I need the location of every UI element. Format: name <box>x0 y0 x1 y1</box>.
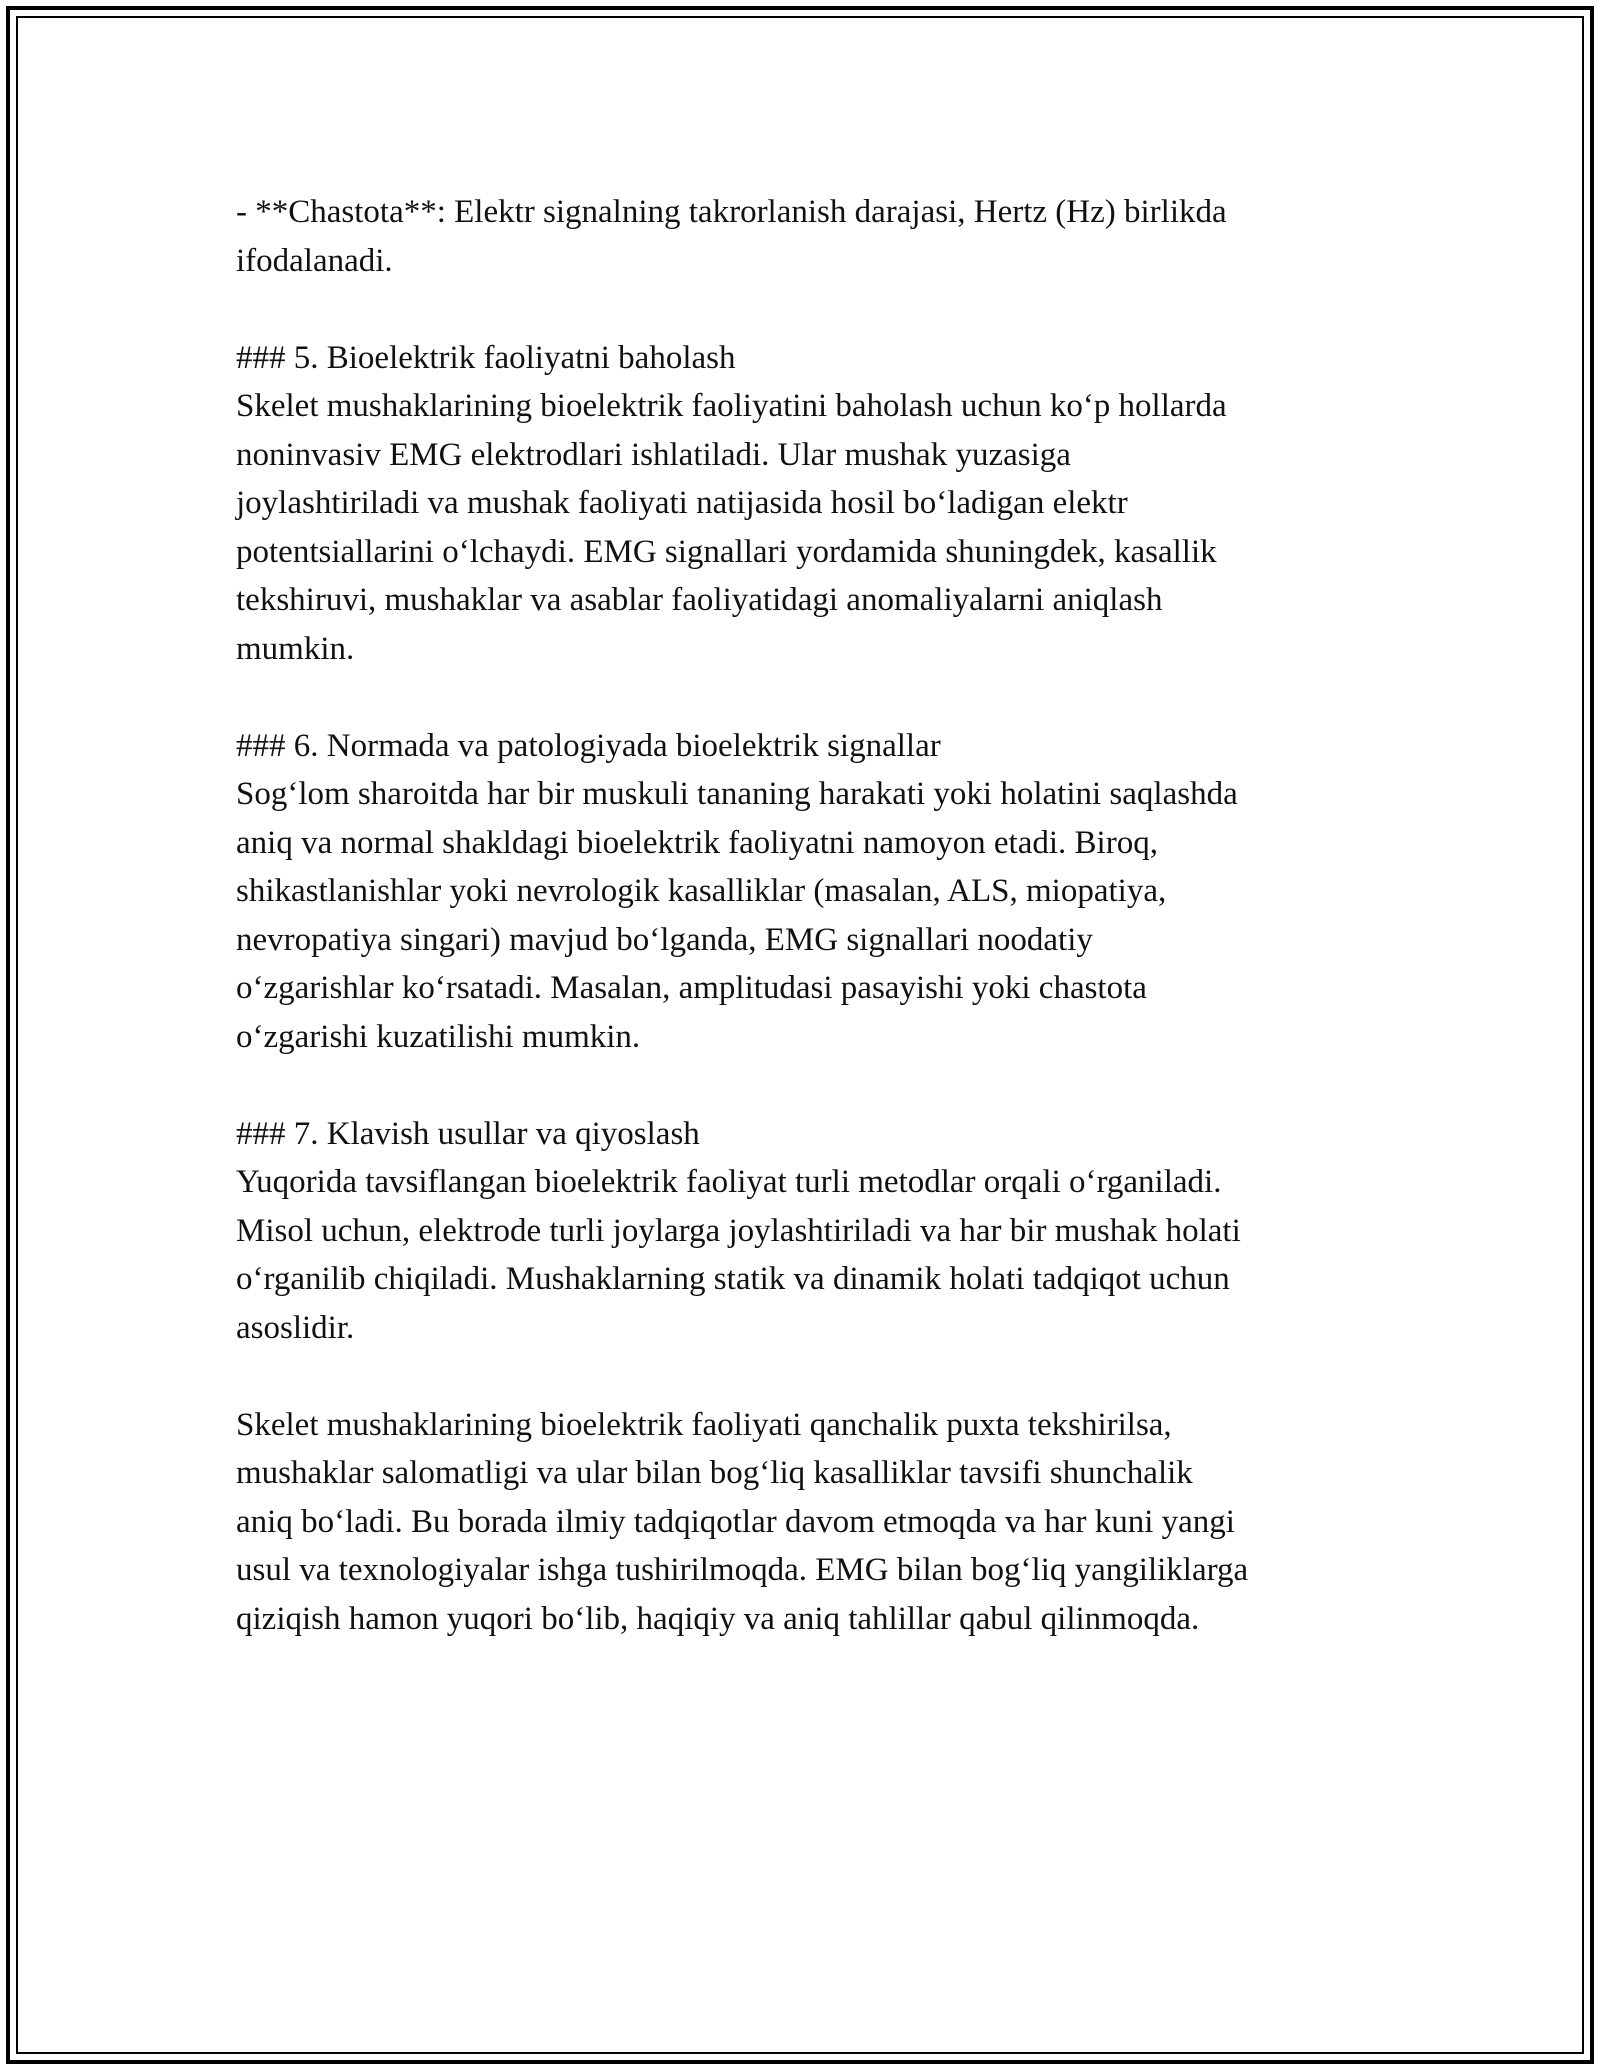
paragraph-gap <box>236 673 1366 722</box>
text-line: o‘rganilib chiqiladi. Mushaklarning statik va dinamik holati tadqiqot uchun <box>236 1261 1230 1297</box>
text-line: Skelet mushaklarining bioelektrik faoliyati qanchalik puxta tekshirilsa, <box>236 1406 1172 1443</box>
section-7-heading: ### 7. Klavish usullar va qiyoslash <box>236 1115 700 1152</box>
text-line: mumkin. <box>236 630 355 667</box>
closing-paragraph <box>236 1401 1366 1644</box>
document-body <box>236 188 1366 1643</box>
paragraph-gap <box>236 285 1366 334</box>
text-line: ifodalanadi. <box>236 242 393 279</box>
text-line: shikastlanishlar yoki nevrologik kasalliklar (masalan, ALS, miopatiya, <box>236 873 1167 909</box>
text-line: mushaklar salomatligi va ular bilan bog‘liq kasalliklar tavsifi shunchalik <box>236 1455 1193 1491</box>
section-5-heading: ### 5. Bioelektrik faoliyatni baholash <box>236 339 736 376</box>
text-line: - **Chastota**: Elektr signalning takrorlanish darajasi, Hertz (Hz) birlikda <box>236 194 1227 230</box>
text-line: Misol uchun, elektrode turli joylarga joylashtiriladi va har bir mushak holati <box>236 1212 1241 1249</box>
text-line: aniq va normal shakldagi bioelektrik faoliyatni namoyon etadi. Biroq, <box>236 824 1158 861</box>
text-line: qiziqish hamon yuqori bo‘lib, haqiqiy va aniq tahlillar qabul qilinmoqda. <box>236 1600 1200 1637</box>
section-6-heading: ### 6. Normada va patologiyada bioelektrik signallar <box>236 727 941 764</box>
text-line: o‘zgarishi kuzatilishi mumkin. <box>236 1018 641 1055</box>
text-line: joylashtiriladi va mushak faoliyati natijasida hosil bo‘ladigan elektr <box>236 485 1128 521</box>
text-line: aniq bo‘ladi. Bu borada ilmiy tadqiqotlar davom etmoqda va har kuni yangi <box>236 1503 1235 1540</box>
text-line: Yuqorida tavsiflangan bioelektrik faoliyat turli metodlar orqali o‘rganiladi. <box>236 1164 1222 1200</box>
chastota-paragraph <box>236 188 1366 285</box>
section-7 <box>236 1110 1366 1353</box>
text-line: usul va texnologiyalar ishga tushirilmoqda. EMG bilan bog‘liq yangiliklarga <box>236 1552 1249 1588</box>
text-line: asoslidir. <box>236 1309 355 1346</box>
text-line: o‘zgarishlar ko‘rsatadi. Masalan, amplitudasi pasayishi yoki chastota <box>236 970 1147 1006</box>
section-6 <box>236 722 1366 1062</box>
text-line: Sog‘lom sharoitda har bir muskuli tananing harakati yoki holatini saqlashda <box>236 776 1238 812</box>
paragraph-gap <box>236 1061 1366 1110</box>
text-line: tekshiruvi, mushaklar va asablar faoliyatidagi anomaliyalarni aniqlash <box>236 582 1163 618</box>
text-line: noninvasiv EMG elektrodlari ishlatiladi. Ular mushak yuzasiga <box>236 436 1071 473</box>
text-line: nevropatiya singari) mavjud bo‘lganda, EMG signallari noodatiy <box>236 921 1093 958</box>
text-line: potentsiallarini o‘lchaydi. EMG signallari yordamida shuningdek, kasallik <box>236 533 1217 570</box>
text-line: Skelet mushaklarining bioelektrik faoliyatini baholash uchun ko‘p hollarda <box>236 388 1227 424</box>
paragraph-gap <box>236 1352 1366 1401</box>
section-5 <box>236 334 1366 674</box>
